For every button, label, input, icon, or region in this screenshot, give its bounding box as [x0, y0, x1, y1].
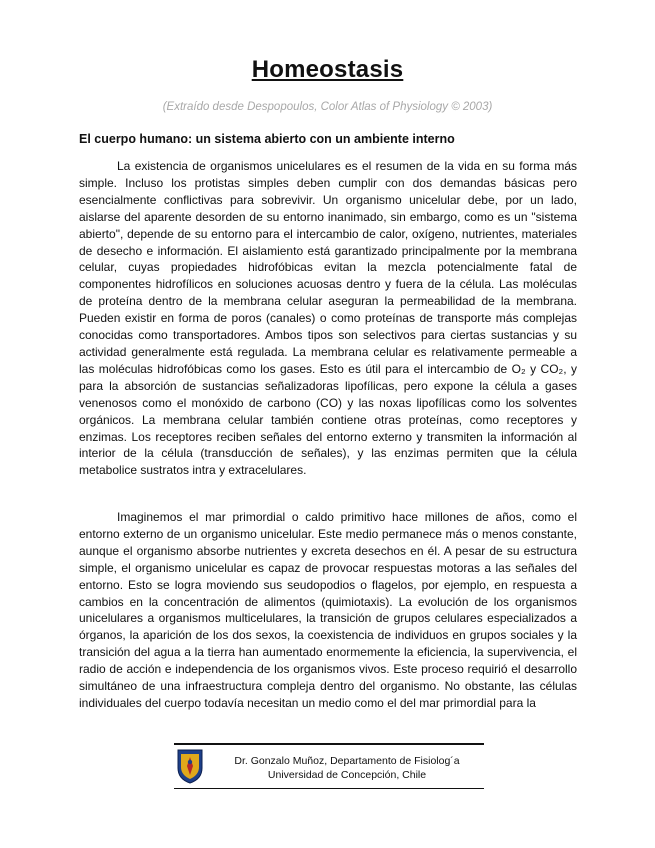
footer-author: Dr. Gonzalo Muñoz, Departamento de Fisiolog´a [234, 755, 460, 767]
footer-bottom-rule [174, 788, 484, 789]
source-citation: (Extraído desde Despopoulos, Color Atlas of Physiology © 2003) [162, 101, 493, 113]
footer-institution: Universidad de Concepción, Chile [267, 769, 427, 781]
footer-credits [212, 754, 482, 782]
university-crest-icon [176, 748, 204, 784]
footer-top-rule [174, 743, 484, 745]
body-paragraph-1: La existencia de organismos unicelulares es el resumen de la vida en su forma más simple. Incluso los protistas simples deben cumplir con dos demandas básicas pero esencialmente conflictivas para sobrevivir. Un organismo unicelular debe, por un lado, aislarse del aparente desorden de su entorno inanimado, sin embargo, como es un "sistema abierto", depende de su entorno para el intercambio de calor, oxígeno, nutrientes, materiales de desecho e información. El aislamiento está garantizado principalmente por la membrana celular, cuyas propiedades hidrofóbicas evitan la mezcla potencialmente fatal de componentes hidrofílicos en soluciones acuosas dentro y fuera de la célula. Las moléculas de proteína dentro de la membrana celular aseguran la permeabilidad de la membrana. Pueden existir en forma de poros (canales) o como proteínas de transporte más complejas conocidas como transportadores. Ambos tipos son selectivos para ciertas sustancias y su actividad generalmente está regulada. La membrana celular es relativamente permeable a las moléculas hidrofóbicas como los gases. Esto es útil para el intercambio de O₂ y CO₂, y para la absorción de sustancias señalizadoras lipofílicas, pero expone la célula a gases venenosos como el monóxido de carbono (CO) y las noxas lipofílicas como los solventes orgánicos. La membrana celular también contiene otras proteínas, como receptores y enzimas. Los receptores reciben señales del entorno externo y transmiten la información al interior de la célula (transducción de señales), y las enzimas permiten que la célula metabolice sustratos intra y extracelulares. [79, 159, 577, 478]
section-heading: El cuerpo humano: un sistema abierto con un ambiente interno [79, 132, 455, 146]
page-title: Homeostasis [251, 56, 404, 83]
body-paragraph-2: Imaginemos el mar primordial o caldo primitivo hace millones de años, como el entorno externo de un organismo unicelular. Este medio permanece más o menos constante, aunque el organismo absorbe nutrientes y excreta desechos en él. A pesar de su estructura simple, el organismo unicelular es capaz de provocar respuestas motoras a las señales del entorno. Esto se logra moviendo sus seudopodios o flagelos, por ejemplo, en respuesta a cambios en la concentración de alimentos (quimiotaxis). La evolución de los organismos unicelulares a organismos multicelulares, la transición de grupos celulares especializados a órganos, la aparición de los dos sexos, la coexistencia de individuos en grupos sociales y la transición del agua a la tierra han aumentado enormemente la eficiencia, la supervivencia, el radio de acción e independencia de los organismos vivos. Este proceso requirió el desarrollo simultáneo de una infraestructura compleja dentro del organismo. No obstante, las células individuales del cuerpo todavía necesitan un medio como el del mar primordial para la [79, 510, 577, 710]
